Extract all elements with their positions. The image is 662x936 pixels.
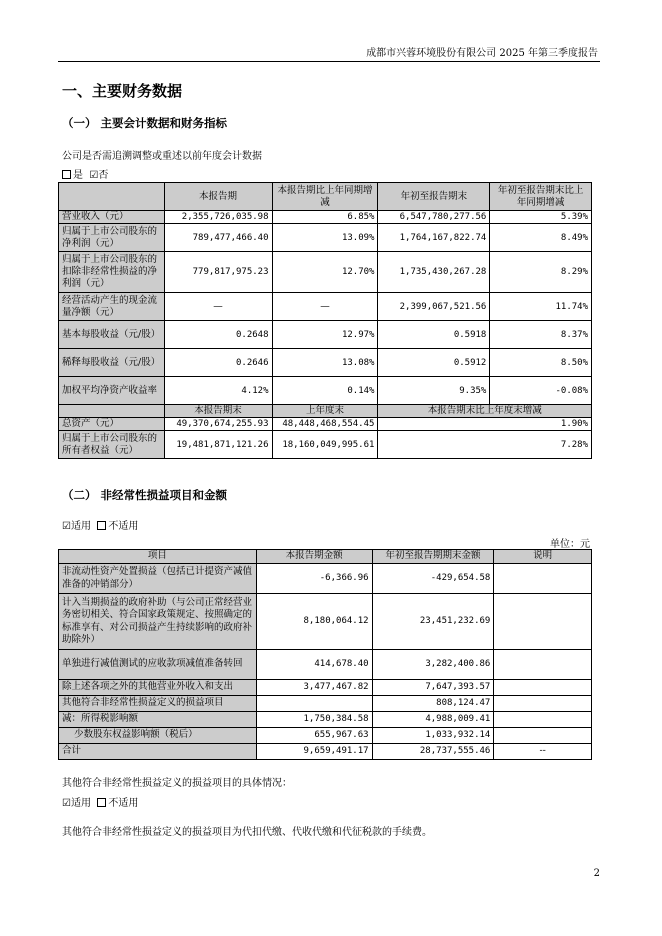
header-cell: 说明 (494, 550, 592, 564)
cell: 12.70% (272, 252, 378, 293)
row-label: 少数股东权益影响额（税后） (59, 728, 257, 744)
cell: 2,355,726,035.98 (164, 211, 272, 224)
table-row (59, 728, 592, 744)
cell: 7.28% (378, 431, 592, 459)
cell: 12.97% (272, 321, 378, 349)
cell: 4.12% (164, 377, 272, 405)
cell: 789,477,466.40 (164, 224, 272, 252)
cell: 7,647,393.57 (372, 680, 494, 696)
header-cell: 本报告期末比上年度末增减 (378, 405, 592, 418)
table-row (59, 211, 592, 224)
table-row (59, 650, 592, 680)
table-row (59, 252, 592, 293)
cell: 0.5918 (378, 321, 490, 349)
cell: 6.85% (272, 211, 378, 224)
cell: 13.09% (272, 224, 378, 252)
row-label: 加权平均净资产收益率 (59, 377, 165, 405)
cell: 9.35% (378, 377, 490, 405)
row-label: 总资产（元） (59, 418, 165, 431)
cell: 9,659,491.17 (256, 744, 372, 760)
unit-label: 单位：元 (550, 539, 590, 550)
cell: 2,399,067,521.56 (378, 293, 490, 321)
table-row (59, 377, 592, 405)
cell: -0.08% (490, 377, 592, 405)
cell: 1,033,932.14 (372, 728, 494, 744)
row-label: 稀释每股收益（元/股） (59, 349, 165, 377)
cell (494, 728, 592, 744)
cell (494, 650, 592, 680)
cell: -- (494, 744, 592, 760)
table-header-row (59, 550, 592, 564)
header-cell: 年初至报告期期末金额 (372, 550, 494, 564)
header-cell: 本报告期金额 (256, 550, 372, 564)
checked-box-icon: ☑ (62, 521, 71, 532)
cell: 28,737,555.46 (372, 744, 494, 760)
cell: 8,180,064.12 (256, 594, 372, 650)
option-yes-label: 是 (73, 170, 83, 181)
checkbox-empty-icon (97, 798, 106, 807)
row-label: 除上述各项之外的其他营业外收入和支出 (59, 680, 257, 696)
header-cell: 本报告期 (164, 183, 272, 211)
table-row (59, 293, 592, 321)
cell: 779,817,975.23 (164, 252, 272, 293)
row-label: 合计 (59, 744, 257, 760)
table-header-row (59, 405, 592, 418)
cell: 0.14% (272, 377, 378, 405)
cell (494, 712, 592, 728)
table-row (59, 418, 592, 431)
table-row (59, 564, 592, 594)
cell: 1,764,167,822.74 (378, 224, 490, 252)
checkbox-empty-icon (97, 521, 106, 530)
not-apply-label: 不适用 (108, 521, 139, 532)
checked-box-icon: ☑ (89, 170, 99, 181)
cell (494, 680, 592, 696)
not-apply-label: 不适用 (108, 798, 139, 809)
header-cell (59, 183, 165, 211)
row-label: 单独进行减值测试的应收款项减值准备转回 (59, 650, 257, 680)
cell: 5.39% (490, 211, 592, 224)
row-label: 基本每股收益（元/股） (59, 321, 165, 349)
apply-options-1 (62, 517, 138, 532)
restate-question: 公司是否需追溯调整或重述以前年度会计数据 (62, 151, 262, 162)
other-items-description: 其他符合非经常性损益定义的损益项目为代扣代缴、代收代缴和代征税款的手续费。 (62, 827, 432, 838)
table-row (59, 696, 592, 712)
cell: 13.08% (272, 349, 378, 377)
table-row (59, 594, 592, 650)
cell: 0.2646 (164, 349, 272, 377)
cell: 6,547,780,277.56 (378, 211, 490, 224)
header-cell: 本报告期末 (164, 405, 272, 418)
restate-options (62, 166, 108, 181)
cell: 808,124.47 (372, 696, 494, 712)
page-number: 2 (593, 868, 600, 879)
subsection-title-2: （二） 非经常性损益项目和金额 (62, 488, 228, 502)
row-label: 非流动性资产处置损益（包括已计提资产减值准备的冲销部分） (59, 564, 257, 594)
cell: 11.74% (490, 293, 592, 321)
cell: — (164, 293, 272, 321)
cell: -6,366.96 (256, 564, 372, 594)
cell: 8.29% (490, 252, 592, 293)
table-row (59, 349, 592, 377)
checkbox-empty-icon (62, 170, 71, 179)
header-cell: 项目 (59, 550, 257, 564)
checked-box-icon: ☑ (62, 798, 71, 809)
header-cell: 年初至报告期末 (378, 183, 490, 211)
other-items-heading: 其他符合非经常性损益定义的损益项目的具体情况： (62, 778, 292, 789)
cell: 1,735,430,267.28 (378, 252, 490, 293)
header-cell (59, 405, 165, 418)
cell: 49,370,674,255.93 (164, 418, 272, 431)
row-label: 经营活动产生的现金流量净额（元） (59, 293, 165, 321)
cell: 1.90% (378, 418, 592, 431)
table-row (59, 321, 592, 349)
section-title: 一、主要财务数据 (62, 82, 183, 100)
row-label: 归属于上市公司股东的净利润（元） (59, 224, 165, 252)
header-cell: 年初至报告期末比上年同期增减 (490, 183, 592, 211)
cell: — (272, 293, 378, 321)
cell: 48,448,468,554.45 (272, 418, 378, 431)
cell: 0.2648 (164, 321, 272, 349)
table-row (59, 712, 592, 728)
cell (256, 696, 372, 712)
cell (494, 594, 592, 650)
cell (494, 696, 592, 712)
cell: 8.49% (490, 224, 592, 252)
non-recurring-items-table (58, 549, 592, 760)
apply-label: 适用 (70, 798, 91, 809)
table-row (59, 224, 592, 252)
subsection-title-1: （一） 主要会计数据和财务指标 (62, 116, 228, 130)
cell: 3,477,467.82 (256, 680, 372, 696)
cell: 0.5912 (378, 349, 490, 377)
header-cell: 本报告期比上年同期增减 (272, 183, 378, 211)
cell: 23,451,232.69 (372, 594, 494, 650)
option-no-label: 否 (98, 170, 109, 181)
table-row (59, 431, 592, 459)
cell: 19,481,871,121.26 (164, 431, 272, 459)
cell: 18,160,049,995.61 (272, 431, 378, 459)
row-label: 归属于上市公司股东的所有者权益（元） (59, 431, 165, 459)
table-header-row (59, 183, 592, 211)
cell: 8.50% (490, 349, 592, 377)
cell: 1,750,384.58 (256, 712, 372, 728)
header-rule (58, 61, 600, 62)
row-label: 其他符合非经常性损益定义的损益项目 (59, 696, 257, 712)
cell: 8.37% (490, 321, 592, 349)
apply-label: 适用 (70, 521, 91, 532)
row-label: 计入当期损益的政府补助（与公司正常经营业务密切相关、符合国家政策规定、按照确定的标准享有、对公司损益产生持续影响的政府补助除外） (59, 594, 257, 650)
table-row (59, 744, 592, 760)
row-label: 营业收入（元） (59, 211, 165, 224)
apply-options-2 (62, 794, 138, 809)
financial-indicators-table (58, 182, 592, 459)
cell (494, 564, 592, 594)
row-label: 归属于上市公司股东的扣除非经常性损益的净利润（元） (59, 252, 165, 293)
row-label: 减：所得税影响额 (59, 712, 257, 728)
table-row (59, 680, 592, 696)
header-cell: 上年度末 (272, 405, 378, 418)
cell: 4,988,009.41 (372, 712, 494, 728)
cell: 414,678.40 (256, 650, 372, 680)
page-header: 成都市兴蓉环境股份有限公司 2025 年第三季度报告 (366, 48, 598, 59)
cell: 3,282,400.86 (372, 650, 494, 680)
cell: -429,654.58 (372, 564, 494, 594)
cell: 655,967.63 (256, 728, 372, 744)
